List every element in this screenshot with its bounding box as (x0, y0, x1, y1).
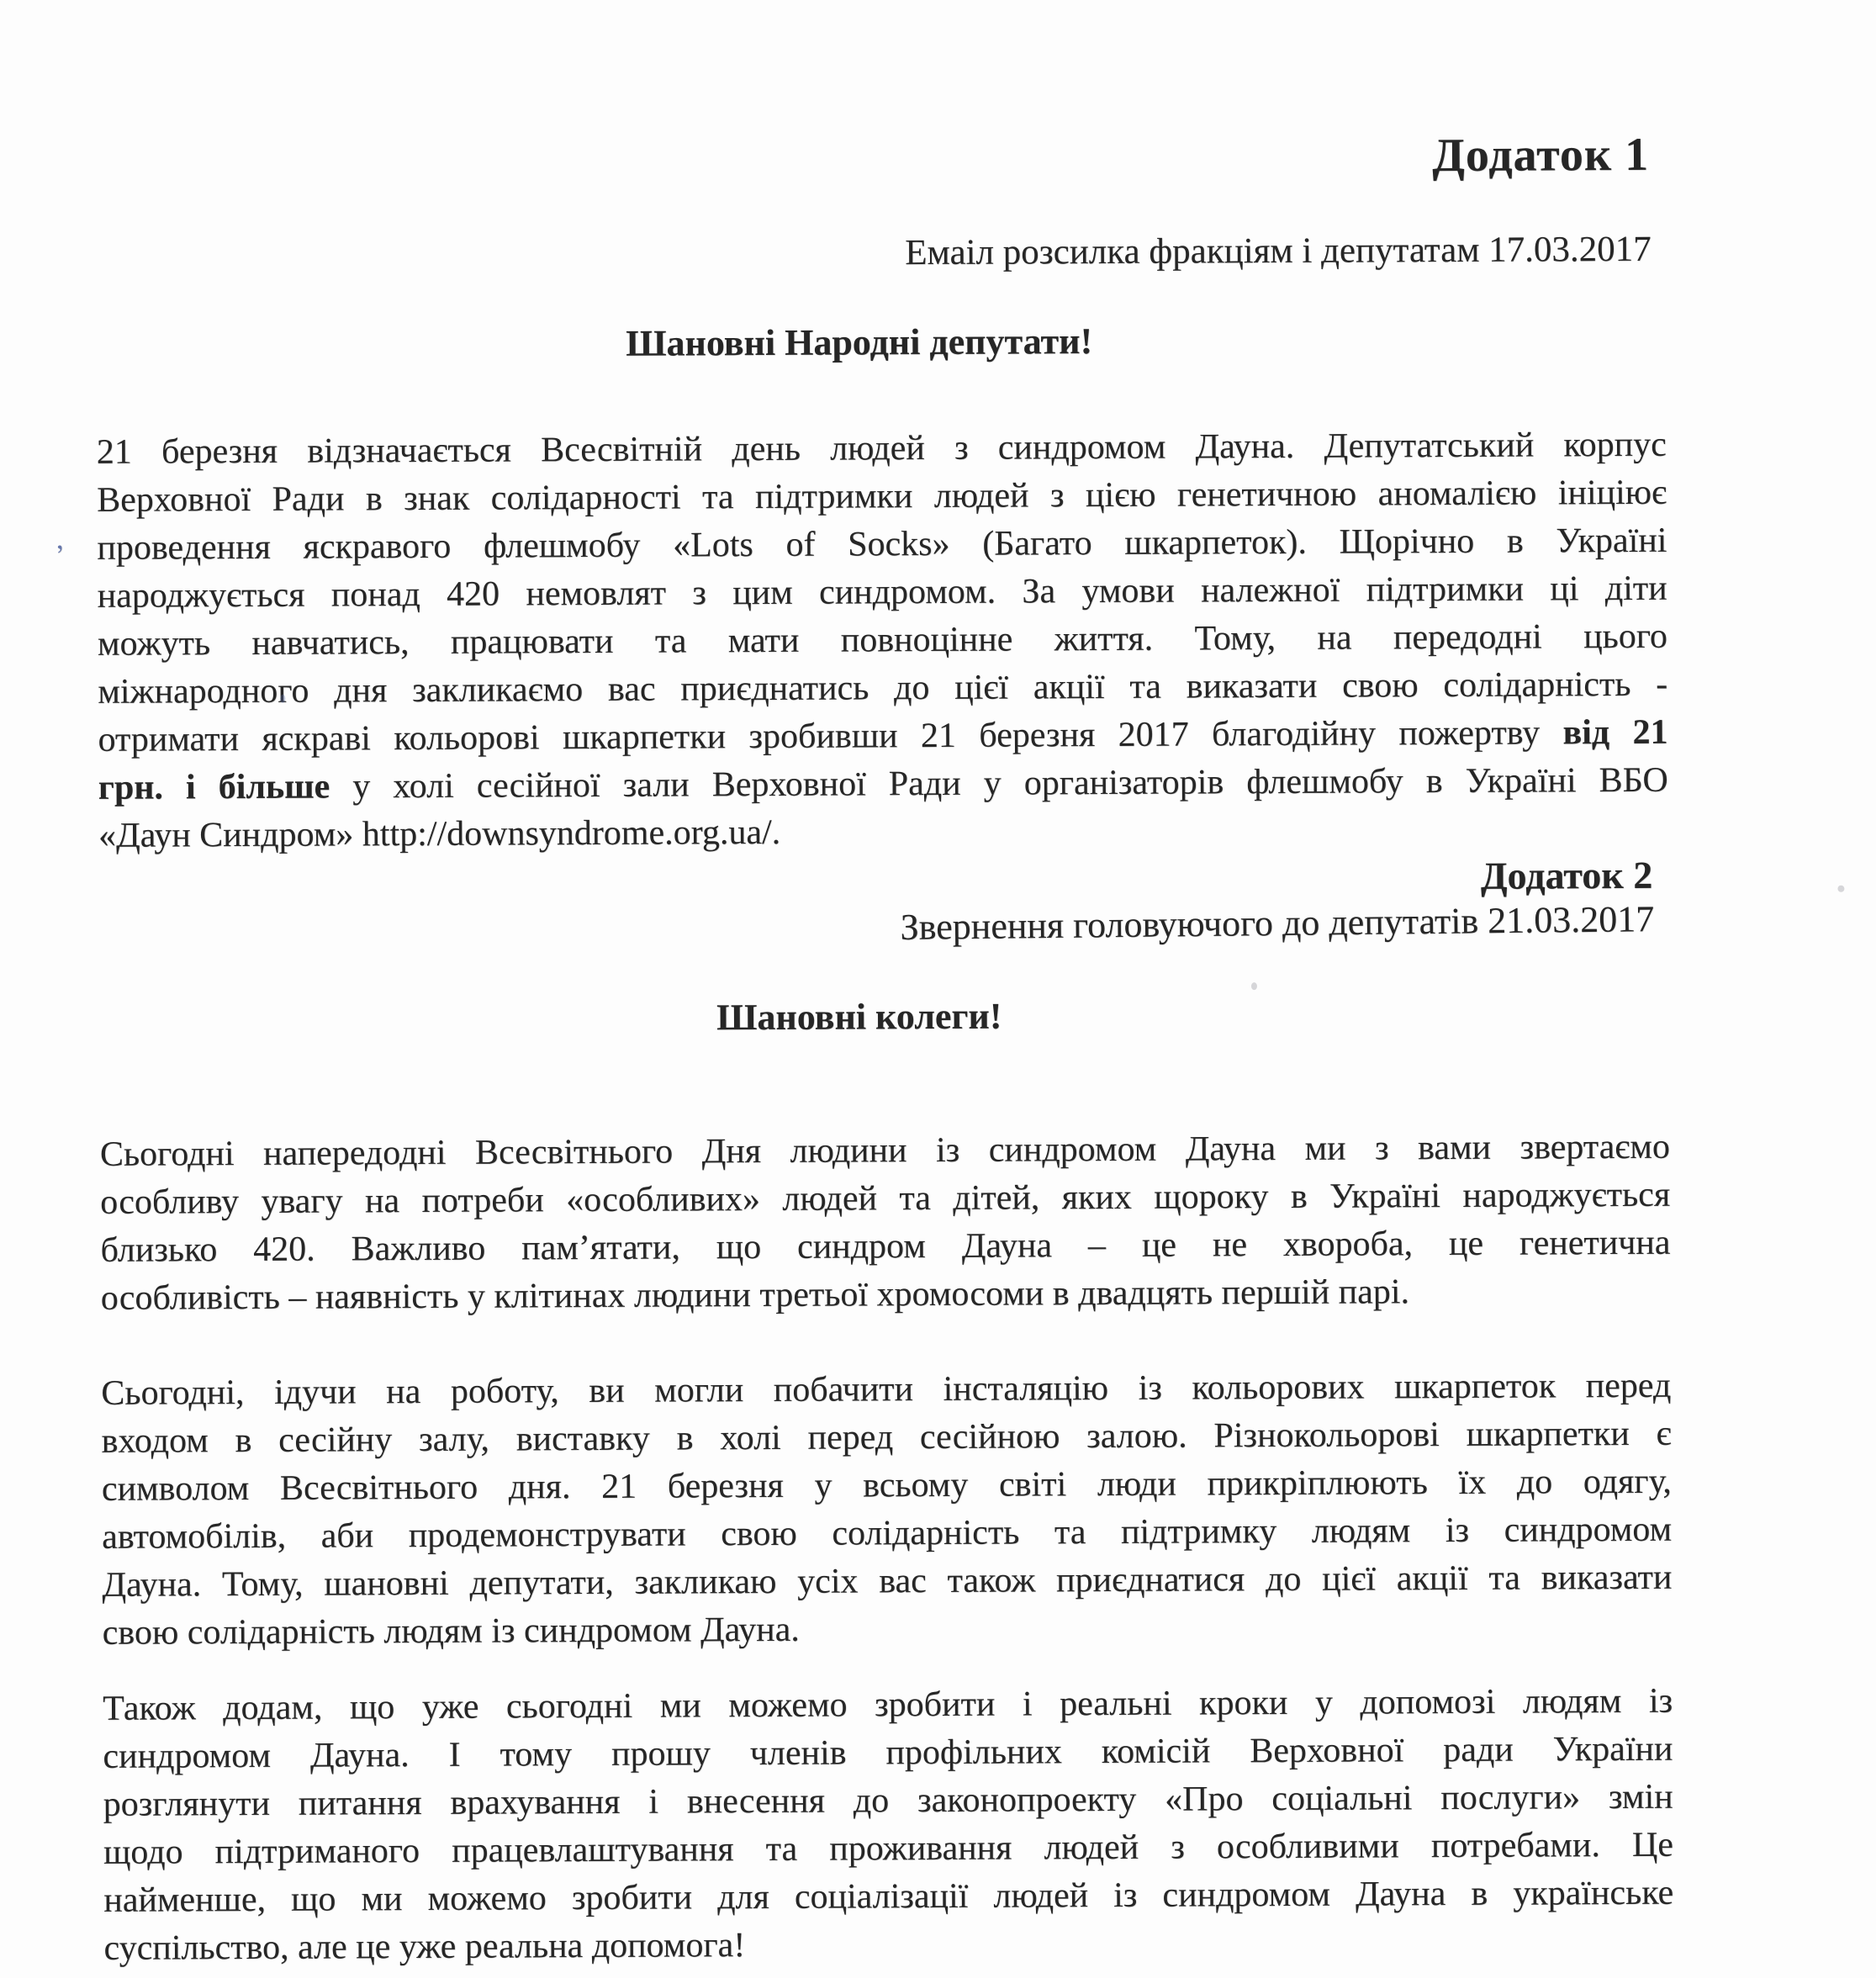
scan-speck (1837, 886, 1844, 892)
text-line (98, 709, 1667, 764)
text-line: особливу увагу на потреби «особливих» людей та дітей, яких щороку в Україні народжується (100, 1175, 1671, 1222)
text-line: свою солідарність людям із синдромом Дауна. (102, 1610, 800, 1653)
appendix1-body-paragraph (97, 421, 1668, 860)
text-line: автомобілів, аби продемонструвати свою солідарність та підтримку людям із синдромом (102, 1510, 1673, 1557)
appendix1-title: Додаток 1 (1432, 128, 1650, 182)
appendix1-subtitle: Емаіл розсилка фракціям і депутатам 17.03.2017 (905, 229, 1651, 273)
downsyndrome-url: http://downsyndrome.org.ua/ (362, 812, 772, 854)
text-line: Сьогодні, ідучи на роботу, ви могли побачити інсталяцію із кольорових шкарпеток перед (101, 1366, 1672, 1413)
text-line: проведення яскравого флешмобу «Lots of Socks» (Багато шкарпеток). Щорічно в Україні (97, 521, 1667, 568)
text-line: щодо підтриманого працевлаштування та проживання людей з особливими потребами. Це (103, 1825, 1674, 1872)
scan-speck (280, 695, 285, 703)
text-line: символом Всесвітнього дня. 21 березня у всьому світі люди прикріплюють їх до одягу, (101, 1462, 1672, 1509)
appendix2-paragraph-2 (101, 1362, 1673, 1658)
appendix2-title: Додаток 2 (1480, 853, 1653, 897)
text-line: близько 420. Важливо пам’ятати, що синдром Дауна – це не хвороба, це генетична (100, 1223, 1671, 1270)
stray-ink-mark: , (52, 523, 66, 556)
text-line (98, 805, 1668, 860)
text-run: «Даун Синдром» (98, 815, 362, 855)
text-line: Сьогодні напередодні Всесвітнього Дня людини із синдромом Дауна ми з вами звертаємо (99, 1127, 1671, 1174)
bold-run-donation-amount: від 21 (1562, 712, 1668, 753)
appendix2-subtitle: Звернення головуючого до депутатів 21.03.2017 (900, 898, 1655, 948)
text-line: можуть навчатись, працювати та мати повноцінне життя. Тому, на передодні цього (97, 616, 1668, 664)
text-line: народжується понад 420 немовлят з цим синдромом. За умови належної підтримки ці діти (97, 569, 1667, 616)
text-run: . (771, 812, 781, 852)
text-line: входом в сесійну залу, виставку в холі перед сесійною залою. Різнокольорові шкарпетки є (101, 1414, 1672, 1461)
appendix2-paragraph-1 (100, 1124, 1671, 1323)
text-run: у холі сесійної зали Верховної Ради у організаторів флешмобу в Україні ВБО (330, 760, 1668, 807)
appendix1-salutation: Шановні Народні депутати! (626, 320, 1093, 364)
text-line: Дауна. Тому, шановні депутати, закликаю усіх вас також приєднатися до цієї акції та виказати (102, 1558, 1673, 1605)
text-line: міжнародного дня закликаємо вас приєднатись до цієї акції та виказати свою солідарність - (98, 664, 1668, 711)
text-line: 21 березня відзначається Всесвітній день людей з синдромом Дауна. Депутатський корпус (96, 425, 1667, 472)
scan-speck (1251, 982, 1257, 990)
appendix2-paragraph-3 (103, 1678, 1674, 1973)
text-line: Також додам, що уже сьогодні ми можемо зробити і реальні кроки у допомозі людям із (103, 1681, 1673, 1728)
bold-run-donation-amount: грн. і більше (98, 767, 330, 807)
text-run: отримати яскраві кольорові шкарпетки зробивши 21 березня 2017 благодійну пожертву (98, 713, 1563, 759)
text-line: суспільство, але це уже реальна допомога! (103, 1926, 746, 1968)
text-line (98, 757, 1668, 812)
text-line: синдромом Дауна. І тому прошу членів профільних комісій Верховної ради України (103, 1729, 1673, 1776)
text-line: розглянути питання врахування і внесення до законопроекту «Про соціальні послуги» змін (103, 1777, 1673, 1824)
text-line: найменше, що ми можемо зробити для соціалізації людей із синдромом Дауна в українське (103, 1873, 1674, 1920)
appendix2-salutation: Шановні колеги! (716, 995, 1002, 1039)
text-line: особливість – наявність у клітинах людини третьої хромосоми в двадцять першій парі. (100, 1272, 1410, 1318)
text-line: Верховної Ради в знак солідарності та підтримки людей з цією генетичною аномалією ініціює (97, 473, 1667, 520)
